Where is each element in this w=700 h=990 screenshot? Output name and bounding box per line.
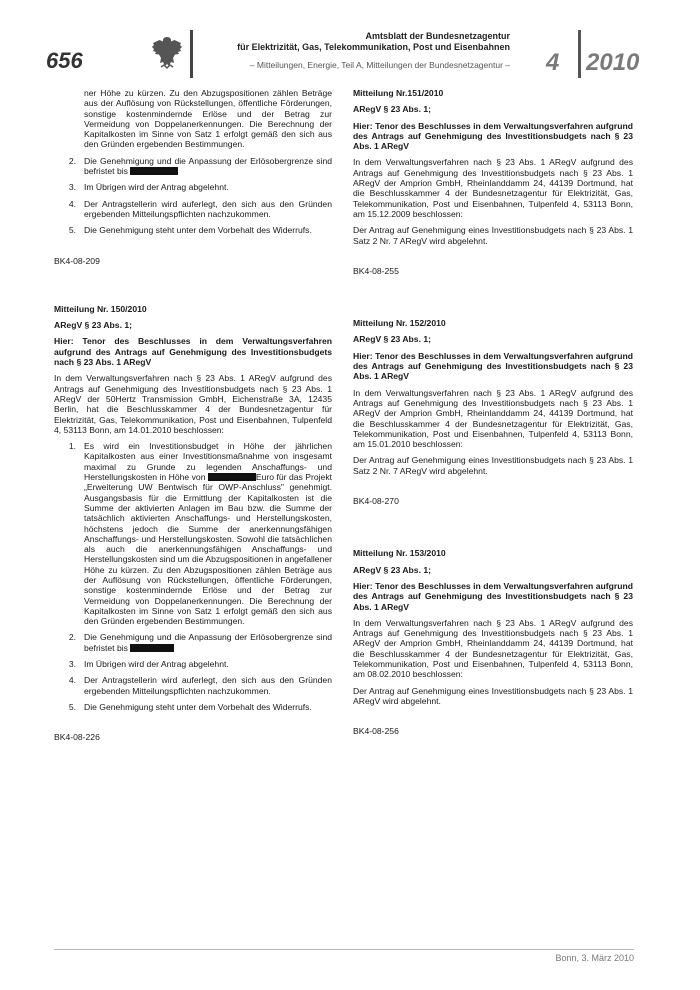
notice-decision: Der Antrag auf Genehmigung eines Investitionsbudgets nach § 23 Abs. 1 Satz 2 Nr. 7 ARegV wird abgelehnt.	[353, 455, 633, 476]
continued-list	[54, 88, 332, 236]
page-number: 656	[46, 48, 83, 73]
notice-decision: Der Antrag auf Genehmigung eines Investitionsbudgets nach § 23 Abs. 1 Satz 2 Nr. 7 ARegV wird abgelehnt.	[353, 225, 633, 246]
notice-body: In dem Verwaltungsverfahren nach § 23 Abs. 1 ARegV aufgrund des Antrags auf Genehmigung des Investitionsbudgets nach § 23 Abs. 1 ARegV der 50Hertz Transmission GmbH, Eichenstraße 3A, 12435 Berlin, hat die Beschlusskammer 4 der Bundesnetzagentur für Elektrizität, Gas, Telekommunikation, Post und Eisenbahnen, Tulpenfeld 4, 53113 Bonn, am 14.01.2010 beschlossen:	[54, 373, 332, 435]
footer-date: Bonn, 3. März 2010	[555, 953, 634, 963]
reference-number: BK4-08-226	[54, 732, 100, 743]
list-item: 5. Die Genehmigung steht unter dem Vorbehalt des Widerrufs.	[68, 701, 312, 712]
reference-number: BK4-08-256	[353, 726, 399, 737]
list-item: 4. Der Antragstellerin wird auferlegt, den sich aus den Gründen ergebenden Mitteilungspflichten nachzukommen.	[68, 198, 332, 219]
notice-heading: Hier: Tenor des Beschlusses in dem Verwaltungsverfahren aufgrund des Antrags auf Genehmigung des Investitionsbudgets nach § 23 Abs. 1 ARegV	[353, 580, 633, 612]
redaction-bar	[208, 473, 256, 481]
footer-rule	[54, 949, 634, 950]
redaction-bar	[130, 644, 174, 652]
notice-heading: Hier: Tenor des Beschlusses in dem Verwaltungsverfahren aufgrund des Antrags auf Genehmigung des Investitionsbudgets nach § 23 Abs. 1 ARegV	[353, 120, 633, 152]
notice-body: In dem Verwaltungsverfahren nach § 23 Abs. 1 ARegV aufgrund des Antrags auf Genehmigung des Investitionsbudgets nach § 23 Abs. 1 ARegV der Amprion GmbH, Rheinlanddamm 24, 44139 Dortmund, hat die Beschlusskammer 4 der Bundesnetzagentur für Elektrizität, Gas, Telekommunikation, Post und Eisenbahnen, Tulpenfeld 4, 53113 Bonn, am 15.12.2009 beschlossen:	[353, 157, 633, 219]
left-column	[54, 88, 332, 743]
list-item: 4. Der Antragstellerin wird auferlegt, den sich aus den Gründen ergebenden Mitteilungspflichten nachzukommen.	[68, 675, 332, 696]
issue-number: 4	[546, 49, 560, 76]
notice-150	[54, 304, 332, 743]
reference-number: BK4-08-255	[353, 265, 399, 276]
list-item: 3. Im Übrigen wird der Antrag abgelehnt.	[68, 659, 229, 670]
list-item: 3. Im Übrigen wird der Antrag abgelehnt.	[68, 182, 229, 193]
continued-section	[54, 88, 332, 266]
notice-heading: Hier: Tenor des Beschlusses in dem Verwaltungsverfahren aufgrund des Antrags auf Genehmigung des Investitionsbudgets nach § 23 Abs. 1 ARegV	[353, 350, 633, 382]
list-item: ner Höhe zu kürzen. Zu den Abzugspositionen zählen Beträge aus der Auflösung von Rückstellungen, öffentliche Förderungen, sonstige kostenmindernde Erlöse und der Betrag zur Vermeidung von Doppelanerkennungen. Die Berechnung der Kapitalkosten im Sinne von Satz 1 erfolgt gemäß den sich aus den Gründen ergebenden Bestimmungen.	[84, 88, 332, 150]
notice-153	[353, 548, 633, 736]
notice-title: Mitteilung Nr. 153/2010	[353, 548, 446, 559]
notice-title: Mitteilung Nr.151/2010	[353, 88, 444, 98]
notice-body: In dem Verwaltungsverfahren nach § 23 Abs. 1 ARegV aufgrund des Antrags auf Genehmigung des Investitionsbudgets nach § 23 Abs. 1 ARegV der Amprion GmbH, Rheinlanddamm 24, 44139 Dortmund, hat die Beschlusskammer 4 der Bundesnetzagentur für Elektrizität, Gas, Telekommunikation, Post und Eisenbahnen, Tulpenfeld 4, 53113 Bonn, am 15.01.2010 beschlossen:	[353, 387, 633, 450]
list-item: 2. Die Genehmigung und die Anpassung der Erlösobergrenze sind befristet bis	[68, 632, 332, 653]
journal-subtitle: – Mitteilungen, Energie, Teil A, Mitteilungen der Bundesnetzagentur –	[249, 60, 510, 70]
notice-heading: Hier: Tenor des Beschlusses in dem Verwaltungsverfahren aufgrund des Antrags auf Genehmigung des Investitionsbudgets nach § 23 Abs. 1 ARegV	[54, 336, 332, 368]
notice-law: ARegV § 23 Abs. 1;	[353, 564, 432, 575]
decision-list	[54, 441, 332, 712]
header-divider-right	[578, 30, 581, 78]
list-item: 5. Die Genehmigung steht unter dem Vorbehalt des Widerrufs.	[68, 225, 312, 236]
notice-law: ARegV § 23 Abs. 1;	[353, 104, 432, 115]
right-column	[353, 88, 633, 736]
list-item: 2. Die Genehmigung und die Anpassung der Erlösobergrenze sind befristet bis	[68, 155, 332, 177]
reference-number: BK4-08-209	[54, 255, 100, 266]
notice-law: ARegV § 23 Abs. 1;	[353, 334, 432, 345]
notice-title: Mitteilung Nr. 152/2010	[353, 318, 446, 329]
notice-decision: Der Antrag auf Genehmigung eines Investitionsbudgets nach § 23 Abs. 1 ARegV wird abgelehnt.	[353, 685, 633, 706]
notice-body: In dem Verwaltungsverfahren nach § 23 Abs. 1 ARegV aufgrund des Antrags auf Genehmigung des Investitionsbudgets nach § 23 Abs. 1 ARegV der Amprion GmbH, Rheinlanddamm 24, 44139 Dortmund, hat die Beschlusskammer 4 der Bundesnetzagentur für Elektrizität, Gas, Telekommunikation, Post und Eisenbahnen, Tulpenfeld 4, 53113 Bonn, am 08.02.2010 beschlossen:	[353, 617, 633, 680]
federal-eagle-icon	[150, 34, 184, 70]
issue-year: 2010	[586, 49, 640, 76]
redaction-bar	[130, 167, 178, 175]
list-item: 1. Es wird ein Investitionsbudget in Höhe der jährlichen Kapitalkosten aus einer Investitionsmaßnahme von insgesamt maximal zu Grunde zu legenden Anschaffungs- und Herstellungskosten in Höhe von Euro für das Projekt „Erweiterung UW Bentwisch für OWP-Anschluss" genehmigt. Ausgangsbasis für die Ermittlung der Kapitalkosten ist die Summe der aktivierten Anlagen im Bau bzw. die Summe der tatsächlich aktivierten Anschaffungs- und Herstellungskosten, höchstens jedoch die Summe der anerkennungsfähigen Anschaffungs- und Herstellungskosten. Sowohl die tatsächlichen als auch die anerkennungsfähigen Anschaffungs- und Herstellungskosten sind um die Abzugspositionen in angefallener Höhe zu kürzen. Zu den Abzugspositionen zählen Beträge aus der Auflösung von Rückstellungen, öffentliche Förderungen, sonstige kostenmindernde Erlöse und der Betrag zur Vermeidung von Doppelanerkennungen. Die Berechnung der Kapitalkosten im Sinne von Satz 1 erfolgt gemäß den sich aus den Gründen ergebenden Bestimmungen.	[68, 441, 333, 627]
notice-law: ARegV § 23 Abs. 1;	[54, 320, 133, 331]
notice-152	[353, 318, 633, 506]
reference-number: BK4-08-270	[353, 496, 399, 507]
notice-151	[353, 88, 633, 276]
notice-title: Mitteilung Nr. 150/2010	[54, 303, 147, 314]
journal-title: Amtsblatt der Bundesnetzagentur für Elektrizität, Gas, Telekommunikation, Post und Eisenbahnen	[237, 31, 510, 52]
